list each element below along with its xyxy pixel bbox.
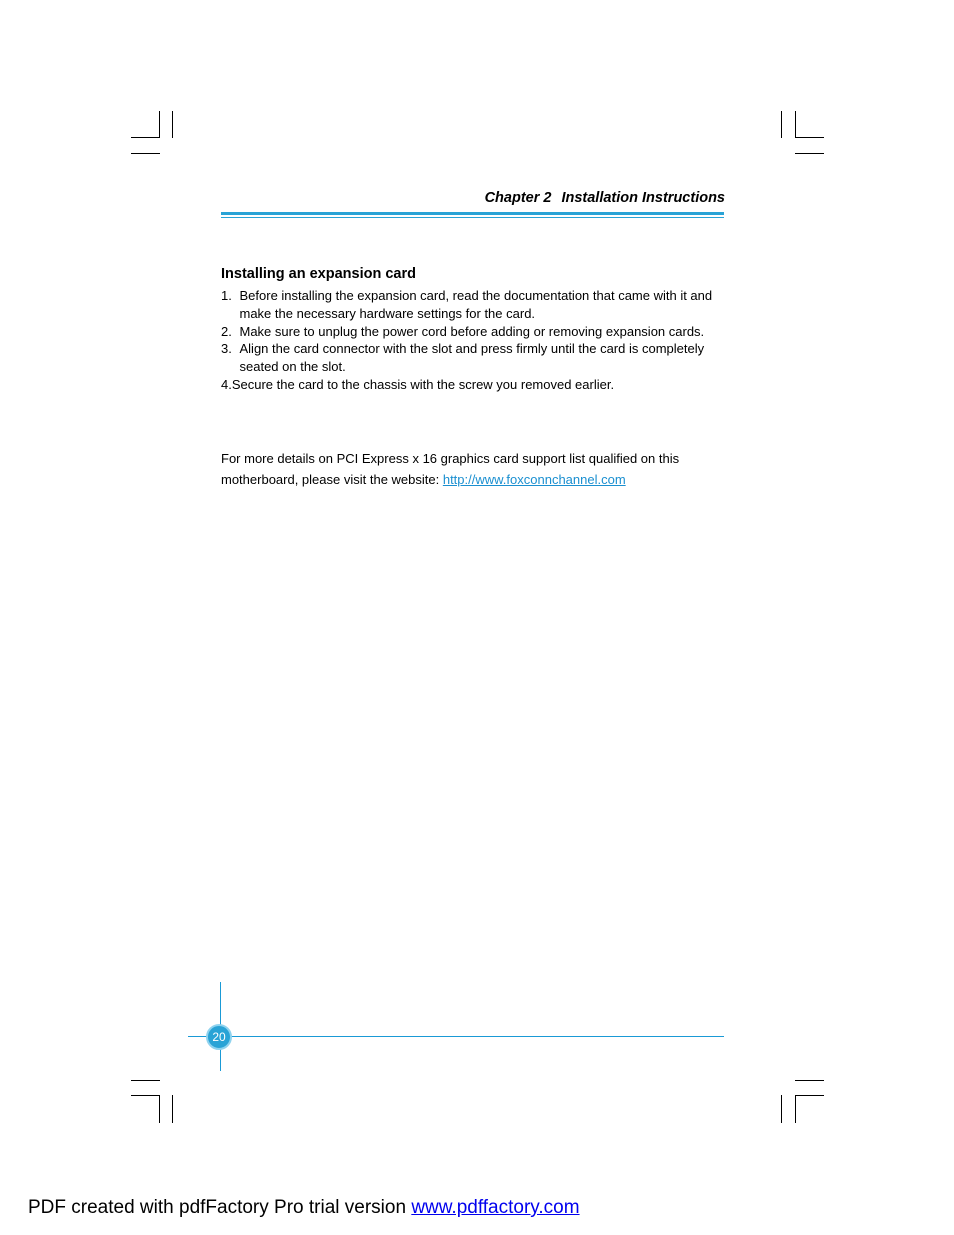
step-text: 4.Secure the card to the chassis with the screw you removed earlier. xyxy=(221,376,615,392)
step-text: Before installing the expansion card, read the documentation that came with it and make the necessary hardware settings for the card. xyxy=(239,288,713,321)
support-note xyxy=(221,448,741,490)
step-number: 1. xyxy=(221,288,232,303)
list-item xyxy=(221,376,731,394)
website-link[interactable]: http://www.foxconnchannel.com xyxy=(442,472,626,487)
list-item xyxy=(221,323,731,341)
chapter-header xyxy=(485,190,725,206)
footer-horizontal-rule xyxy=(188,1036,724,1037)
section-title: Installing an expansion card xyxy=(221,266,416,282)
step-text: Align the card connector with the slot and press firmly until the card is completely seated on the slot. xyxy=(239,341,705,375)
list-item xyxy=(221,287,731,323)
header-rule-thick xyxy=(221,212,724,215)
list-item xyxy=(221,340,731,376)
steps-list xyxy=(221,287,731,394)
step-number: 2. xyxy=(221,323,232,339)
page-number-badge: 20 xyxy=(206,1024,232,1050)
step-number: 3. xyxy=(221,341,232,357)
chapter-title: Installation Instructions xyxy=(561,190,725,206)
pdffactory-link[interactable]: www.pdffactory.com xyxy=(411,1197,580,1218)
pdf-banner-text: PDF created with pdfFactory Pro trial version xyxy=(28,1197,412,1218)
header-rule-thin xyxy=(221,217,724,218)
chapter-number: Chapter 2 xyxy=(484,190,552,206)
pdf-banner xyxy=(28,1197,580,1219)
note-text: For more details on PCI Express x 16 graphics card support list qualified on this motherboard, please visit the website: xyxy=(221,451,680,487)
step-text: Make sure to unplug the power cord before adding or removing expansion cards. xyxy=(239,323,705,339)
